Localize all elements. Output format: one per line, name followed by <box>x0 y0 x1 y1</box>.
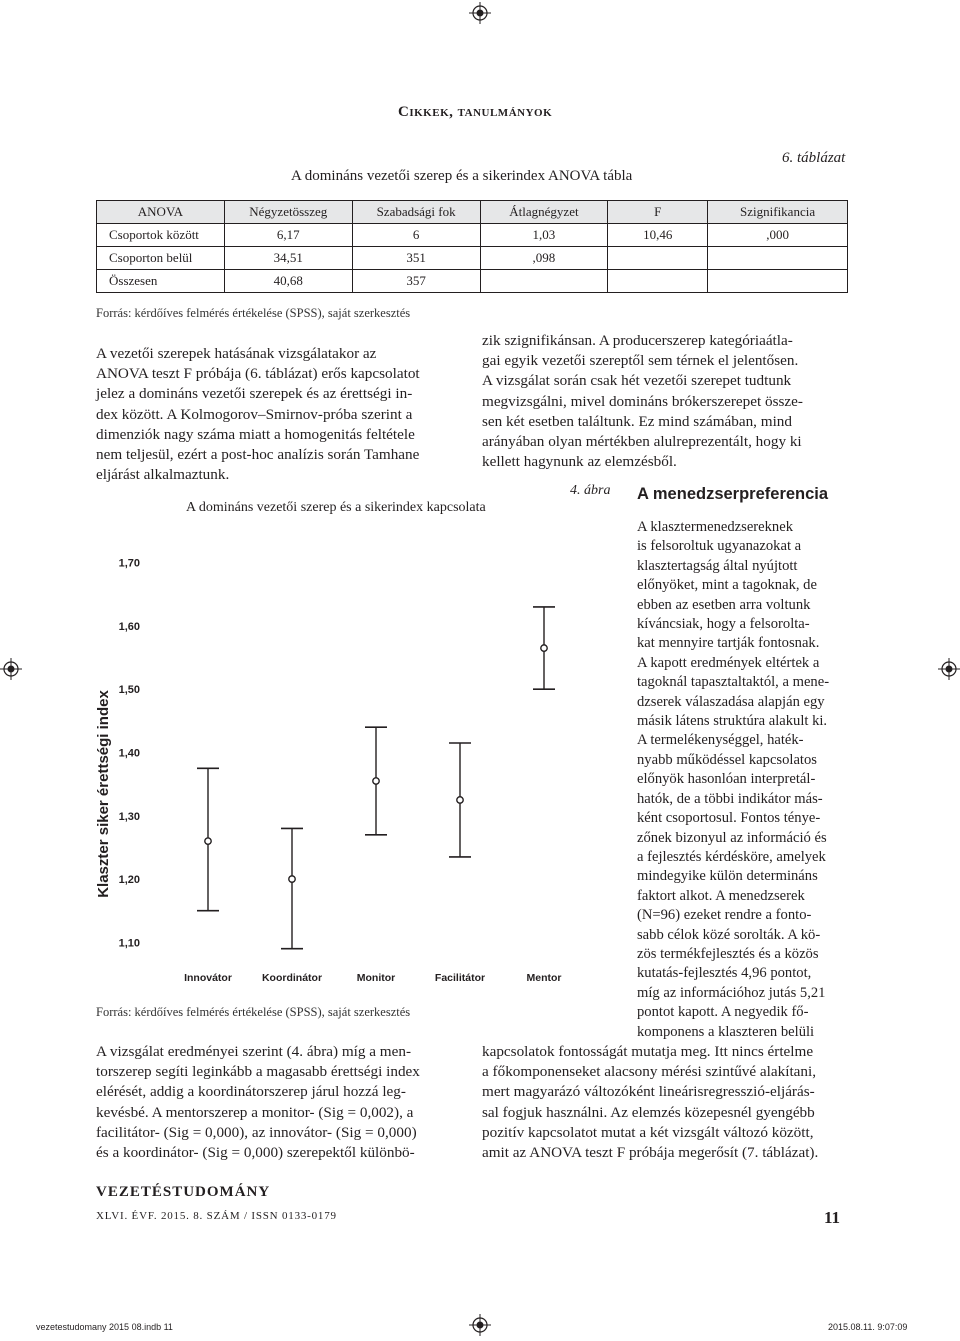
y-axis-label: Klaszter siker érettségi index <box>95 690 112 898</box>
text-line: nyabb működéssel kapcsolatos <box>637 751 817 768</box>
figure-title: A domináns vezetői szerep és a sikerindex kapcsolata <box>186 500 486 515</box>
text-line: előnyök hasonlóan interpretál- <box>637 771 816 788</box>
text-line: torszerep segíti leginkább a magasabb érettségi index <box>96 1063 420 1081</box>
text-line: amit az ANOVA teszt F próbája megerősít (7. táblázat). <box>482 1144 819 1162</box>
text-line: A vizsgálat során csak hét vezetői szerepet tudtunk <box>482 372 792 390</box>
text-line: nem teljesül, ezért a post-hoc analízis során Tamhane <box>96 446 420 464</box>
table-cell: 10,46 <box>608 224 708 247</box>
text-line: sabb célok közé sorolták. A kö- <box>637 926 821 943</box>
text-line: A vizsgálat eredményei szerint (4. ábra) míg a men- <box>96 1043 412 1060</box>
x-tick-label: Koordinátor <box>261 972 323 984</box>
text-line: pozitív kapcsolatot mutat a két vizsgált változó között, <box>482 1123 814 1141</box>
table-cell: 40,68 <box>224 270 352 293</box>
text-line: is felsoroltuk ugyanazokat a <box>637 538 802 555</box>
right-paragraph-2 <box>637 518 847 1042</box>
registration-mark-icon <box>938 658 960 680</box>
mean-point <box>205 838 211 844</box>
table-cell: ,000 <box>708 224 848 247</box>
table-title: A domináns vezetői szerep és a sikerindex ANOVA tábla <box>291 168 633 184</box>
x-tick-label: Monitor <box>356 972 396 984</box>
text-line: kutatás-fejlesztés 4,96 pontot, <box>637 965 812 982</box>
error-bar-chart <box>92 540 592 995</box>
text-line: jelez a domináns vezetői szerepek és az érettségi in- <box>96 385 413 403</box>
anova-table <box>96 200 848 293</box>
registration-mark-icon <box>469 1314 491 1336</box>
text-line: kat mennyire tartják fontosnak. <box>637 635 820 652</box>
table-cell <box>608 270 708 293</box>
text-line: ként csoportosul. Fontos ténye- <box>637 810 821 827</box>
text-line: elérését, addig a koordinátorszerep járul hozzá leg- <box>96 1083 406 1101</box>
text-line: kellett hagynunk az elemzésből. <box>482 453 677 471</box>
left-paragraph-2 <box>96 1042 462 1163</box>
table-cell: 351 <box>352 247 480 270</box>
issue-info: XLVI. ÉVF. 2015. 8. SZÁM / ISSN 0133-0179 <box>96 1210 337 1222</box>
text-line: sen két esetben találtunk. Ez mind számában, mind <box>482 412 792 430</box>
column-header: Átlagnégyzet <box>480 201 608 224</box>
journal-name: VEZETÉSTUDOMÁNY <box>96 1184 271 1200</box>
registration-mark-icon <box>469 2 491 24</box>
section-header: Cikkek, tanulmányok <box>398 104 553 120</box>
figure-label: 4. ábra <box>570 483 611 498</box>
text-line: kíváncsiak, hogy a felsorolta- <box>637 616 810 633</box>
text-line: előnyöket, mint a tagoknak, de <box>637 577 817 594</box>
text-line: dimenziók nagy száma miatt a homogenitás feltétele <box>96 425 415 443</box>
x-tick-label: Facilitátor <box>434 972 486 984</box>
text-line: A vezetői szerepek hatásának vizsgálatakor az <box>96 345 377 362</box>
text-line: arányában olyan mértékben alulreprezentált, hogy ki <box>482 433 802 451</box>
text-line: sal fogjuk használni. Az elemzés közepesnél gyengébb <box>482 1103 815 1121</box>
table-cell: ,098 <box>480 247 608 270</box>
column-header: Szabadsági fok <box>352 201 480 224</box>
text-line: eljárást alkalmaztunk. <box>96 466 230 484</box>
error-bar <box>365 727 387 835</box>
text-line: faktort alkot. A menedzserek <box>637 887 805 904</box>
text-line: kapcsolatok fontosságát mutatja meg. Itt nincs értelme <box>482 1043 814 1060</box>
table-row <box>97 224 848 247</box>
text-line: A kapott eredmények eltértek a <box>637 654 820 671</box>
text-line: ANOVA teszt F próbája (6. táblázat) erős kapcsolatot <box>96 365 420 383</box>
text-line: zös termékfejlesztés és a közös <box>637 945 819 962</box>
table-cell <box>708 270 848 293</box>
text-line: kevésbé. A mentorszerep a monitor- (Sig = 0,002), a <box>96 1103 414 1121</box>
y-tick-label: 1,50 <box>118 684 140 697</box>
x-tick-label: Mentor <box>526 972 562 984</box>
text-line: dzserek válaszadása alapján egy <box>637 693 825 710</box>
text-line: zőnek bizonyul az információ és <box>637 829 827 846</box>
text-line: dex között. A Kolmogorov–Smirnov-próba szerint a <box>96 405 413 423</box>
y-tick-label: 1,40 <box>118 747 140 760</box>
y-tick-label: 1,10 <box>118 937 140 950</box>
text-line: ebben az esetben arra voltunk <box>637 596 811 613</box>
table-cell: Csoporton belül <box>97 247 225 270</box>
table-header-row <box>97 201 848 224</box>
y-tick-label: 1,20 <box>118 874 140 887</box>
error-bar <box>197 768 219 910</box>
table-cell: 34,51 <box>224 247 352 270</box>
table-cell <box>708 247 848 270</box>
page-number: 11 <box>824 1208 841 1227</box>
print-file-name: vezetestudomany 2015 08.indb 11 <box>36 1322 173 1332</box>
text-line: A termelékenységgel, haték- <box>637 732 804 749</box>
print-timestamp: 2015.08.11. 9:07:09 <box>828 1322 908 1332</box>
table-cell: 1,03 <box>480 224 608 247</box>
mean-point <box>373 778 379 784</box>
text-line: tagoknál tapasztaltaktól, a mene- <box>637 674 830 691</box>
figure-source-note: Forrás: kérdőíves felmérés értékelése (SPSS), saját szerkesztés <box>96 1005 411 1019</box>
table-cell: 357 <box>352 270 480 293</box>
table-cell: Csoportok között <box>97 224 225 247</box>
text-line: mert magyarázó változóként lineárisregresszió-eljárás- <box>482 1083 815 1101</box>
error-bar <box>281 828 303 948</box>
table-cell: 6 <box>352 224 480 247</box>
text-line: klasztertagság által nyújtott <box>637 557 798 574</box>
table-label: 6. táblázat <box>782 150 846 166</box>
text-line: míg az információhoz jutás 5,21 <box>637 984 826 1001</box>
text-line: hatók, de a többi indikátor más- <box>637 790 823 807</box>
y-tick-label: 1,30 <box>118 810 140 823</box>
column-header: F <box>608 201 708 224</box>
error-bar <box>533 607 555 689</box>
text-line: zik szignifikánsan. A producerszerep kategóriaátla- <box>482 332 793 349</box>
text-line: gai egyik vezetői szereptől sem térnek el jelentősen. <box>482 352 799 370</box>
text-line: mindegyike külön determináns <box>637 868 818 885</box>
y-tick-label: 1,70 <box>118 557 140 570</box>
text-line: pontot kapott. A negyedik fő- <box>637 1004 809 1021</box>
table-row <box>97 247 848 270</box>
table-cell: Összesen <box>97 270 225 293</box>
text-line: facilitátor- (Sig = 0,000), az innovátor- (Sig = 0,000) <box>96 1123 417 1141</box>
text-line: a fejlesztés kérdésköre, amelyek <box>637 848 826 865</box>
left-paragraph-1 <box>96 344 462 485</box>
text-line: és a koordinátor- (Sig = 0,000) szerepektől különbö- <box>96 1144 415 1162</box>
y-tick-label: 1,60 <box>118 620 140 633</box>
table-cell: 6,17 <box>224 224 352 247</box>
table-cell <box>608 247 708 270</box>
table-row <box>97 270 848 293</box>
column-header: Négyzetösszeg <box>224 201 352 224</box>
x-tick-label: Innovátor <box>184 972 232 984</box>
text-line: megvizsgálni, mivel domináns brókerszerepet össze- <box>482 392 803 410</box>
text-line: a főkomponenseket alacsony mérési szintűvé alakítani, <box>482 1063 817 1081</box>
mean-point <box>541 645 547 651</box>
right-paragraph-1 <box>482 331 848 472</box>
mean-point <box>457 797 463 803</box>
section-title: A menedzserpreferencia <box>637 485 829 503</box>
right-paragraph-3 <box>482 1042 848 1163</box>
table-source-note: Forrás: kérdőíves felmérés értékelése (SPSS), saját szerkesztés <box>96 306 411 320</box>
mean-point <box>289 876 295 882</box>
text-line: másik látens struktúra alakult ki. <box>637 713 828 730</box>
table-cell <box>480 270 608 293</box>
error-bar <box>449 743 471 857</box>
text-line: A klasztermenedzsereknek <box>637 519 793 535</box>
column-header: Szignifikancia <box>708 201 848 224</box>
column-header: ANOVA <box>97 201 225 224</box>
registration-mark-icon <box>0 658 22 680</box>
text-line: komponens a klaszteren belüli <box>637 1023 815 1040</box>
text-line: (N=96) ezeket rendre a fonto- <box>637 907 812 924</box>
